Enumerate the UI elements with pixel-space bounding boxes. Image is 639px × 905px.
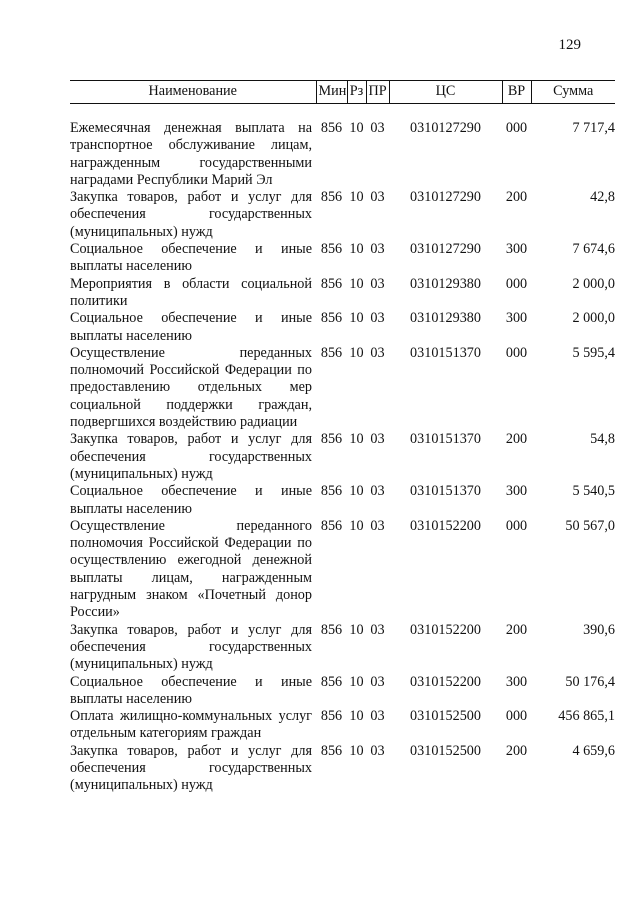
cell-min: 856 bbox=[320, 431, 343, 448]
cell-rz: 10 bbox=[349, 621, 364, 638]
cell-cs: 0310151370 bbox=[410, 431, 481, 448]
cell-vr: 300 bbox=[505, 673, 528, 690]
header-spacer bbox=[70, 104, 615, 121]
table-body bbox=[70, 104, 615, 795]
cell-min: 856 bbox=[320, 483, 343, 500]
table-row bbox=[70, 431, 615, 483]
header-pr: ПР bbox=[366, 81, 389, 104]
table-row bbox=[70, 518, 615, 622]
table-header bbox=[70, 81, 615, 104]
header-name: Наименование bbox=[70, 81, 316, 104]
cell-name: Закупка товаров, работ и услуг для обеспечения государственных (муниципальных) нужд bbox=[70, 621, 312, 673]
cell-cs: 0310129380 bbox=[410, 275, 481, 292]
cell-name: Социальное обеспечение и иные выплаты населению bbox=[70, 310, 312, 344]
cell-min: 856 bbox=[320, 344, 343, 361]
cell-name: Социальное обеспечение и иные выплаты населению bbox=[70, 673, 312, 707]
table-row bbox=[70, 120, 615, 189]
cell-min: 856 bbox=[320, 673, 343, 690]
header-sum: Сумма bbox=[531, 81, 615, 104]
header-min: Мин bbox=[316, 81, 347, 104]
header-rz: Рз bbox=[347, 81, 366, 104]
cell-rz: 10 bbox=[349, 120, 364, 136]
cell-name: Закупка товаров, работ и услуг для обеспечения государственных (муниципальных) нужд bbox=[70, 189, 312, 240]
cell-sum: 5 540,5 bbox=[572, 483, 615, 500]
table-row bbox=[70, 189, 615, 241]
cell-cs: 0310152200 bbox=[410, 673, 481, 690]
cell-name: Закупка товаров, работ и услуг для обеспечения государственных (муниципальных) нужд bbox=[70, 742, 312, 794]
cell-cs: 0310127290 bbox=[410, 241, 481, 258]
cell-min: 856 bbox=[320, 621, 343, 638]
page-number: 129 bbox=[558, 37, 581, 53]
table-row bbox=[70, 622, 615, 674]
table-row bbox=[70, 276, 615, 311]
cell-vr: 000 bbox=[505, 275, 528, 292]
header-vr: ВР bbox=[502, 81, 531, 104]
table-row bbox=[70, 310, 615, 345]
cell-sum: 5 595,4 bbox=[572, 344, 615, 361]
cell-vr: 000 bbox=[505, 344, 528, 361]
cell-sum: 456 865,1 bbox=[558, 708, 615, 725]
cell-min: 856 bbox=[320, 517, 343, 534]
cell-sum: 7 717,4 bbox=[572, 120, 615, 136]
cell-cs: 0310129380 bbox=[410, 310, 481, 327]
cell-cs: 0310151370 bbox=[410, 483, 481, 500]
cell-rz: 10 bbox=[349, 708, 364, 725]
cell-name: Социальное обеспечение и иные выплаты населению bbox=[70, 483, 312, 517]
cell-pr: 03 bbox=[370, 189, 385, 206]
cell-name: Оплата жилищно-коммунальных услуг отдельным категориям граждан bbox=[70, 708, 312, 742]
cell-vr: 000 bbox=[505, 120, 528, 136]
cell-pr: 03 bbox=[370, 517, 385, 534]
table-row bbox=[70, 674, 615, 709]
cell-min: 856 bbox=[320, 241, 343, 258]
cell-vr: 300 bbox=[505, 241, 528, 258]
cell-min: 856 bbox=[320, 708, 343, 725]
cell-pr: 03 bbox=[370, 275, 385, 292]
budget-table bbox=[70, 80, 615, 795]
cell-cs: 0310127290 bbox=[410, 189, 481, 206]
cell-name: Ежемесячная денежная выплата на транспортное обслуживание лицам, награжденным государственными наградами Республики Марий Эл bbox=[70, 120, 312, 188]
cell-name: Социальное обеспечение и иные выплаты населению bbox=[70, 241, 312, 275]
cell-cs: 0310152500 bbox=[410, 708, 481, 725]
cell-pr: 03 bbox=[370, 431, 385, 448]
cell-name: Осуществление переданных полномочий Российской Федерации по предоставлению отдельных мер социальной поддержки граждан, подвергшихся воздействию радиации bbox=[70, 344, 312, 431]
cell-sum: 4 659,6 bbox=[572, 742, 615, 759]
cell-sum: 390,6 bbox=[583, 621, 615, 638]
table-row bbox=[70, 483, 615, 518]
cell-cs: 0310152200 bbox=[410, 517, 481, 534]
cell-cs: 0310151370 bbox=[410, 344, 481, 361]
table-row bbox=[70, 345, 615, 431]
cell-pr: 03 bbox=[370, 310, 385, 327]
cell-vr: 000 bbox=[505, 517, 528, 534]
cell-pr: 03 bbox=[370, 483, 385, 500]
cell-vr: 200 bbox=[505, 431, 528, 448]
cell-rz: 10 bbox=[349, 483, 364, 500]
cell-sum: 2 000,0 bbox=[572, 275, 615, 292]
cell-sum: 7 674,6 bbox=[572, 241, 615, 258]
cell-name: Осуществление переданного полномочия Российской Федерации по осуществлению ежегодной денежной выплаты лицам, награжденным нагрудным знаком «Почетный донор России» bbox=[70, 517, 312, 621]
cell-pr: 03 bbox=[370, 120, 385, 136]
cell-min: 856 bbox=[320, 275, 343, 292]
cell-sum: 42,8 bbox=[590, 189, 615, 206]
cell-pr: 03 bbox=[370, 708, 385, 725]
cell-rz: 10 bbox=[349, 241, 364, 258]
cell-sum: 50 567,0 bbox=[565, 517, 615, 534]
table-row bbox=[70, 743, 615, 795]
table-row bbox=[70, 708, 615, 743]
cell-rz: 10 bbox=[349, 431, 364, 448]
cell-min: 856 bbox=[320, 310, 343, 327]
cell-vr: 300 bbox=[505, 310, 528, 327]
cell-pr: 03 bbox=[370, 742, 385, 759]
cell-min: 856 bbox=[320, 189, 343, 206]
cell-name: Мероприятия в области социальной политики bbox=[70, 275, 312, 309]
cell-cs: 0310152200 bbox=[410, 621, 481, 638]
cell-name: Закупка товаров, работ и услуг для обеспечения государственных (муниципальных) нужд bbox=[70, 431, 312, 482]
header-cs: ЦС bbox=[389, 81, 502, 104]
cell-rz: 10 bbox=[349, 517, 364, 534]
cell-cs: 0310127290 bbox=[410, 120, 481, 136]
cell-sum: 54,8 bbox=[590, 431, 615, 448]
cell-sum: 2 000,0 bbox=[572, 310, 615, 327]
cell-rz: 10 bbox=[349, 189, 364, 206]
cell-rz: 10 bbox=[349, 673, 364, 690]
cell-min: 856 bbox=[320, 120, 343, 136]
cell-vr: 200 bbox=[505, 621, 528, 638]
cell-rz: 10 bbox=[349, 742, 364, 759]
cell-vr: 000 bbox=[505, 708, 528, 725]
cell-cs: 0310152500 bbox=[410, 742, 481, 759]
cell-pr: 03 bbox=[370, 241, 385, 258]
cell-vr: 200 bbox=[505, 742, 528, 759]
cell-vr: 200 bbox=[505, 189, 528, 206]
cell-pr: 03 bbox=[370, 344, 385, 361]
cell-rz: 10 bbox=[349, 310, 364, 327]
cell-vr: 300 bbox=[505, 483, 528, 500]
table-row bbox=[70, 241, 615, 276]
cell-min: 856 bbox=[320, 742, 343, 759]
cell-sum: 50 176,4 bbox=[565, 673, 615, 690]
cell-rz: 10 bbox=[349, 344, 364, 361]
cell-pr: 03 bbox=[370, 621, 385, 638]
cell-pr: 03 bbox=[370, 673, 385, 690]
cell-rz: 10 bbox=[349, 275, 364, 292]
